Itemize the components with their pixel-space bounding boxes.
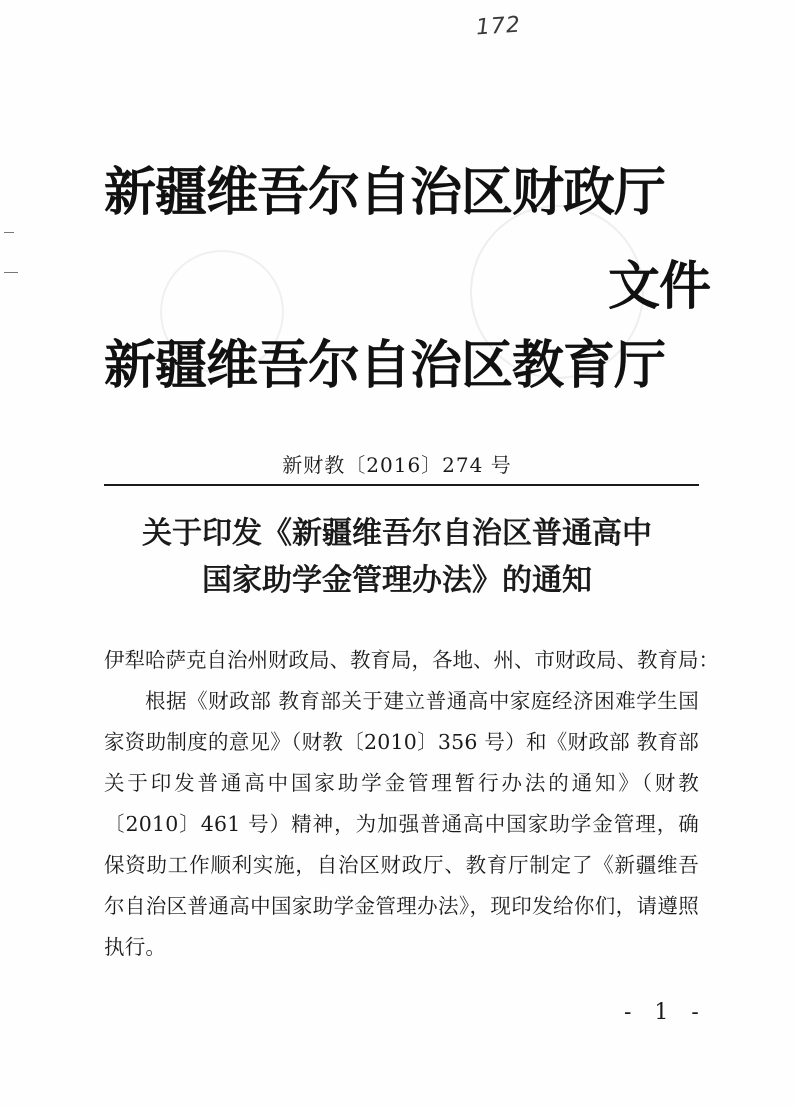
- notice-title-line-2: 国家助学金管理办法》的通知: [202, 563, 592, 598]
- issuer-document-suffix: 文件: [608, 257, 711, 317]
- issuer-finance-department: 新疆维吾尔自治区财政厅: [104, 163, 666, 223]
- handwritten-page-note: 172: [475, 12, 522, 41]
- margin-mark: [4, 232, 14, 233]
- notice-title-line-1: 关于印发《新疆维吾尔自治区普通高中: [142, 516, 652, 551]
- header-divider: [104, 484, 699, 486]
- body-paragraph: 根据《财政部 教育部关于建立普通高中家庭经济困难学生国家资助制度的意见》（财教〔2010〕356 号）和《财政部 教育部关于印发普通高中国家助学金管理暂行办法的通知》（财教〔2010〕461 号）精神，为加强普通高中国家助学金管理，确保资助工作顺利实施，自治区财政厅、教育厅制定了《新疆维吾尔自治区普通高中国家助学金管理办法》，现印发给你们，请遵照执行。: [104, 689, 699, 959]
- salutation: 伊犁哈萨克自治州财政局、教育局，各地、州、市财政局、教育局：: [104, 648, 719, 672]
- page-number: - 1 -: [624, 1000, 707, 1025]
- margin-mark: [4, 272, 18, 273]
- issuer-education-department: 新疆维吾尔自治区教育厅: [104, 336, 666, 396]
- document-number: 新财教〔2016〕274 号: [282, 453, 512, 477]
